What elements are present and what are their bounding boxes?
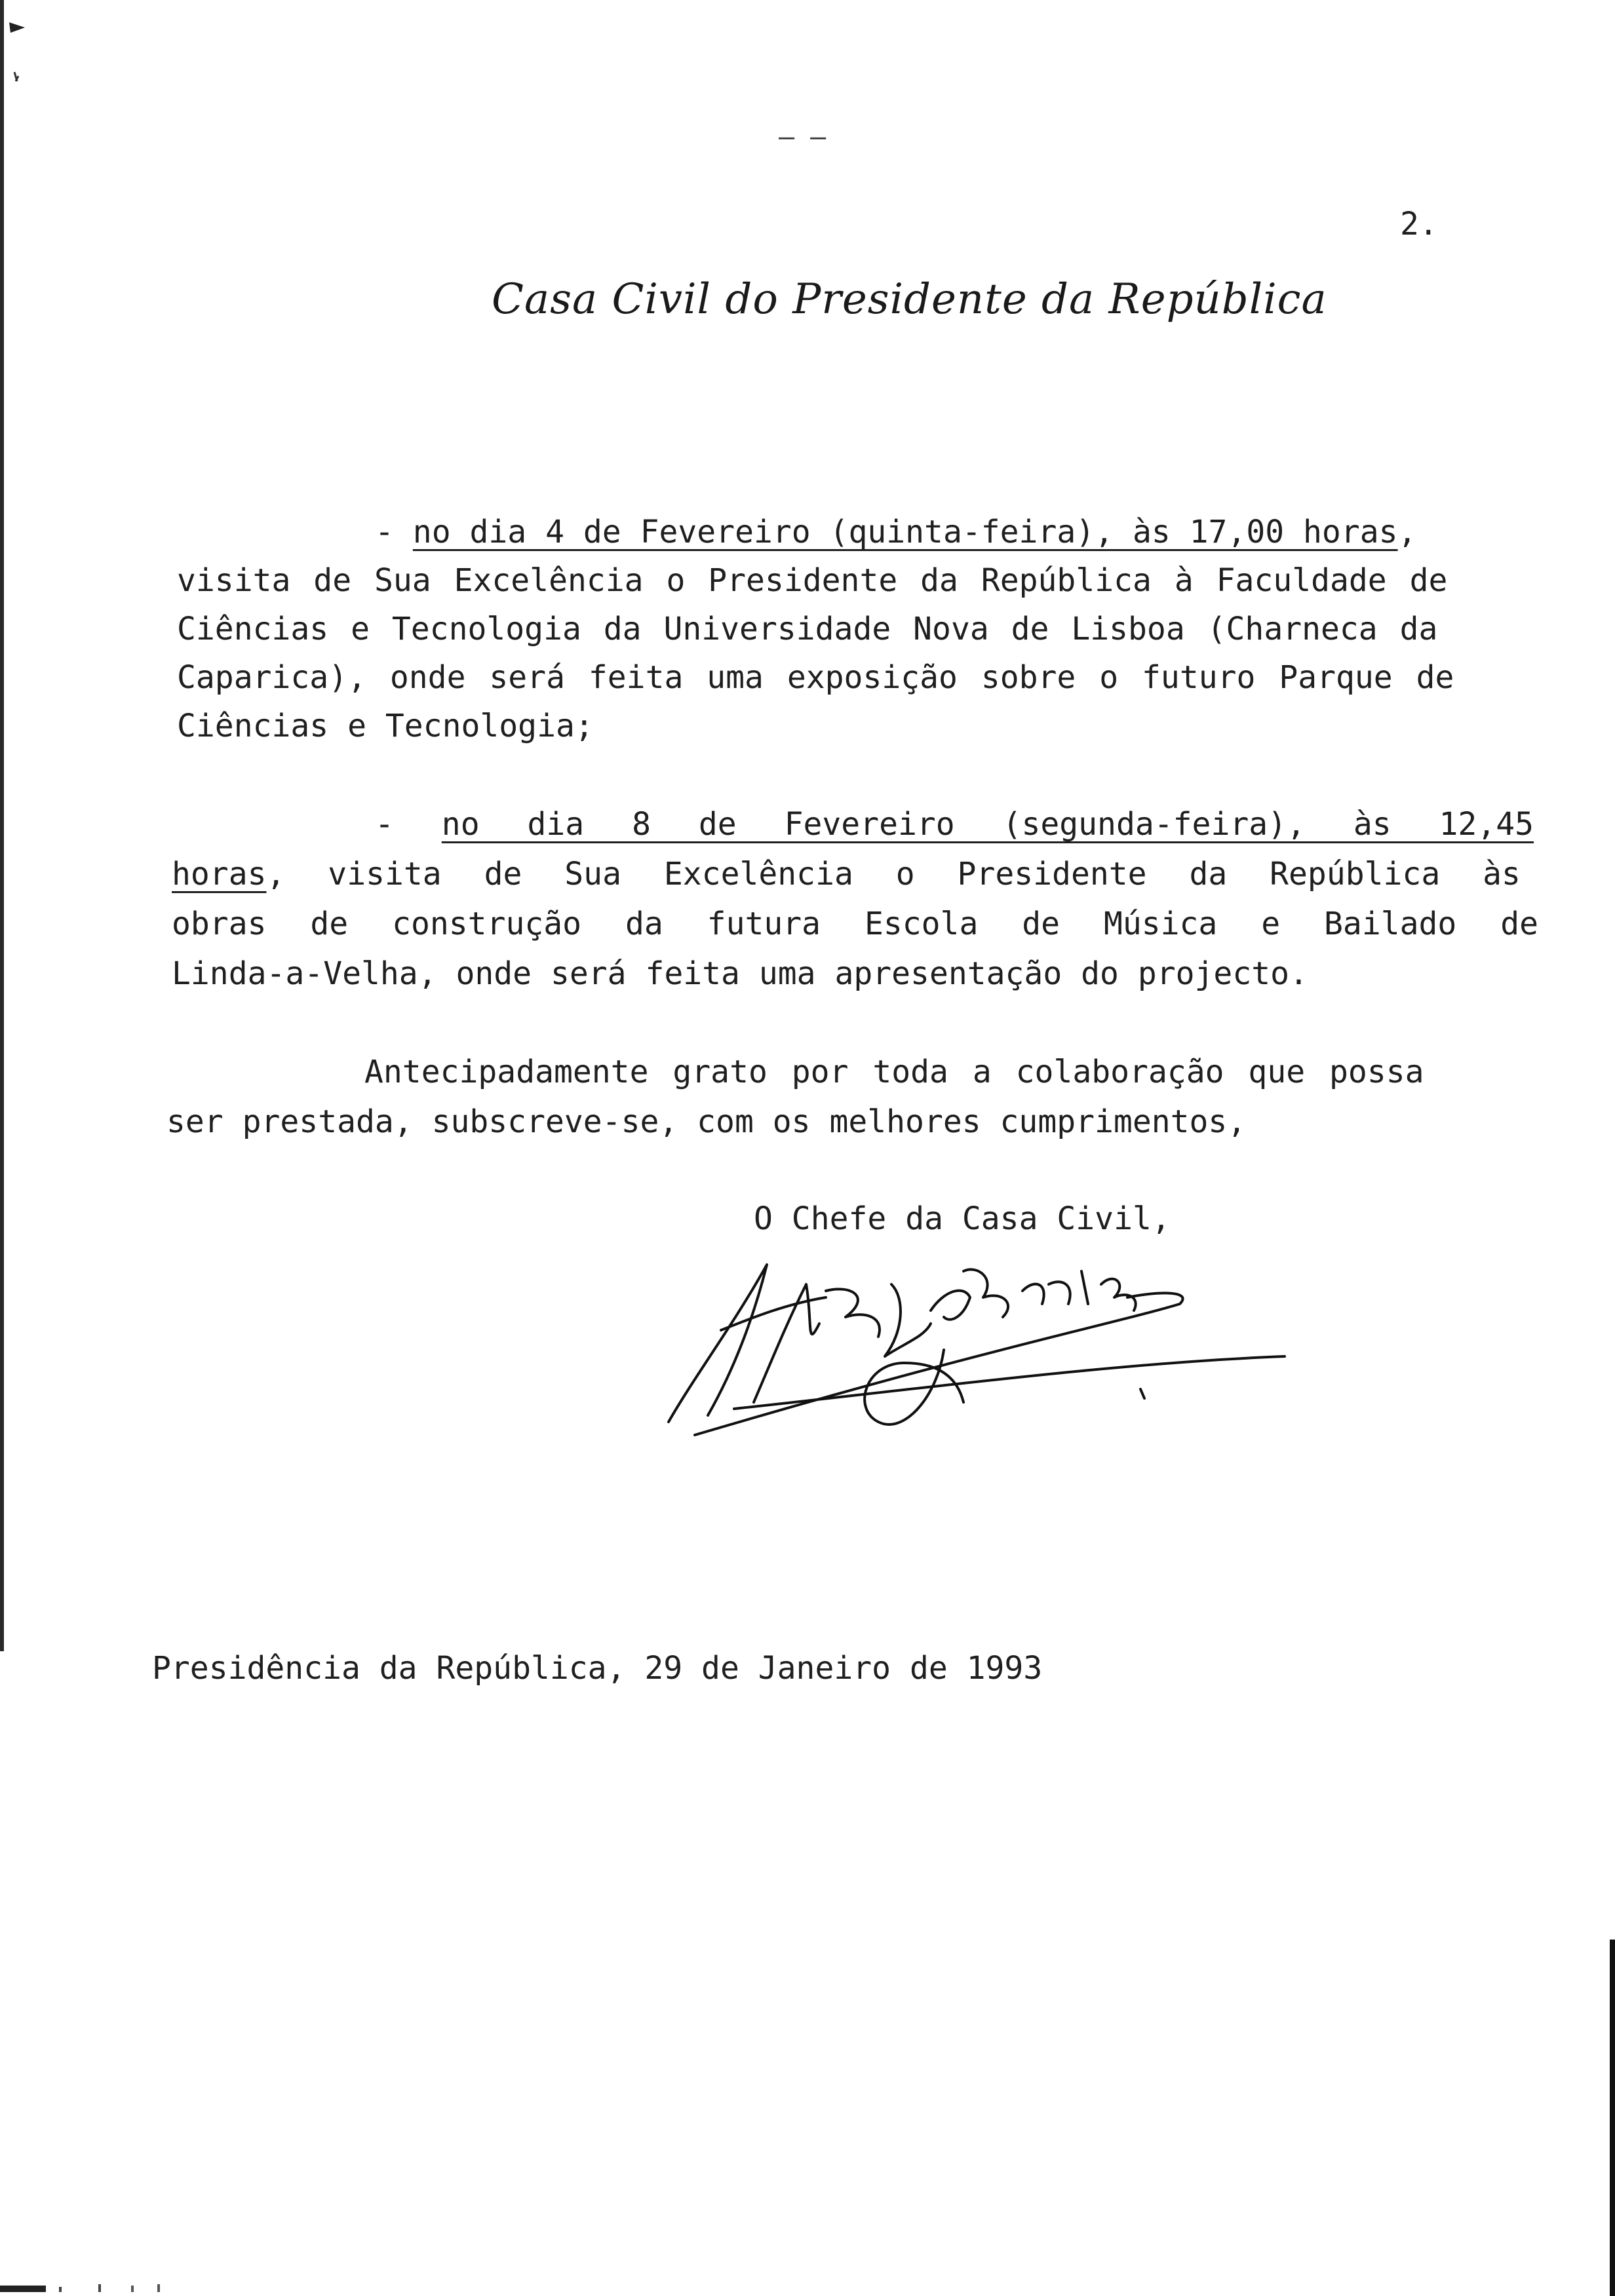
place-and-date: Presidência da República, 29 de Janeiro de 1993: [152, 1650, 1043, 1687]
scan-bottom-marks: [0, 2267, 184, 2296]
scan-right-edge: [1610, 1940, 1615, 2296]
letterhead: Casa Civil do Presidente da República: [492, 275, 1327, 324]
p1-dash: -: [375, 514, 413, 550]
top-dashes: — —: [779, 122, 827, 152]
paragraph-2-line-3: obras de construção da futura Escola de Música e Bailado de: [172, 906, 1539, 942]
paragraph-2-line-2: [172, 858, 1521, 890]
p2-dash: -: [375, 806, 442, 843]
paragraph-1-line-3: Ciências e Tecnologia da Universidade Nova de Lisboa (Charneca da: [177, 611, 1438, 647]
p1-comma: ,: [1397, 514, 1417, 550]
signatory-title: O Chefe da Casa Civil,: [754, 1200, 1171, 1237]
p2-underlined-date: no dia 8 de Fevereiro (segunda-feira), às 12,45: [441, 806, 1534, 843]
scan-left-edge: [0, 0, 4, 1651]
page-number: 2.: [1400, 206, 1438, 242]
scan-corner-marks: [7, 13, 33, 85]
paragraph-3-line-2: ser prestada, subscreve-se, com os melhores cumprimentos,: [166, 1103, 1247, 1140]
paragraph-2-line-4: Linda-a-Velha, onde será feita uma apresentação do projecto.: [172, 955, 1308, 992]
paragraph-1-line-2: visita de Sua Excelência o Presidente da República à Faculdade de: [177, 562, 1448, 599]
paragraph-3-line-1: Antecipadamente grato por toda a colaboração que possa: [364, 1054, 1424, 1090]
p2-line-2-rest: , visita de Sua Excelência o Presidente da República às: [266, 856, 1521, 892]
paragraph-1-line-4: Caparica), onde será feita uma exposição sobre o futuro Parque de: [177, 659, 1454, 696]
handwritten-signature: [655, 1245, 1298, 1442]
paragraph-2-line-1: [375, 806, 1534, 843]
paragraph-1-line-1: [375, 516, 1416, 548]
p1-underlined-date: no dia 4 de Fevereiro (quinta-feira), às 17,00 horas: [412, 514, 1398, 550]
p2-underlined-hours: horas: [172, 856, 267, 892]
paragraph-1-line-5: Ciências e Tecnologia;: [177, 708, 594, 744]
